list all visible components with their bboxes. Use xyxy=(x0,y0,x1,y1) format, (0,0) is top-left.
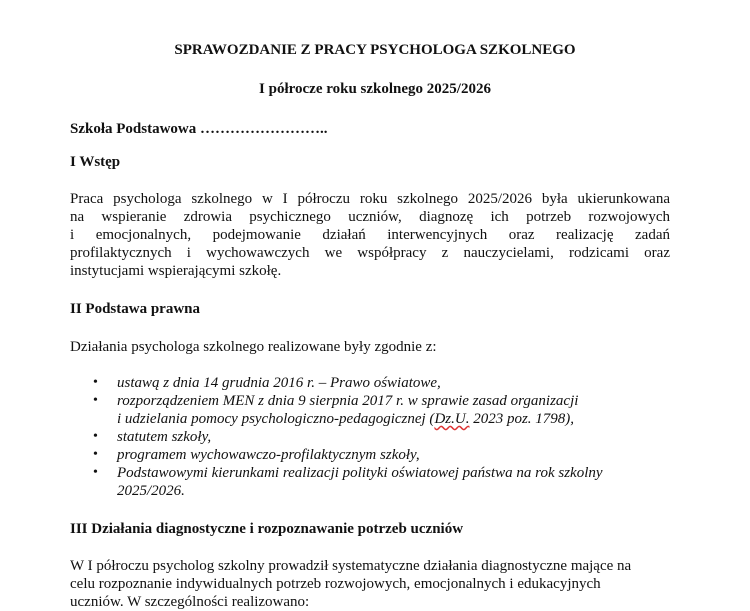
school-line: Szkoła Podstawowa …………………….. xyxy=(70,121,328,137)
section-2-intro: Działania psychologa szkolnego realizowane były zgodnie z: xyxy=(70,339,437,355)
section-1-line: i emocjonalnych, podejmowanie działań interwencyjnych oraz realizację zadań xyxy=(70,227,670,243)
legal-basis-item-continued: i udzielania pomocy psychologiczno-pedagogicznej (Dz.U. 2023 poz. 1798), xyxy=(117,411,575,427)
legal-basis-item: ustawą z dnia 14 grudnia 2016 r. – Prawo oświatowe, xyxy=(117,375,441,391)
legal-basis-item-continued: 2025/2026. xyxy=(117,483,185,499)
section-3-line: uczniów. W szczególności realizowano: xyxy=(70,594,310,610)
bullet-marker: • xyxy=(93,429,98,444)
section-1-line: Praca psychologa szkolnego w I półroczu roku szkolnego 2025/2026 była ukierunkowana xyxy=(70,191,670,207)
legal-basis-item: Podstawowymi kierunkami realizacji polityki oświatowej państwa na rok szkolny xyxy=(117,465,603,481)
section-1-line: na wspieranie zdrowia psychicznego uczniów, diagnozę ich potrzeb rozwojowych xyxy=(70,209,670,225)
section-3-heading: III Działania diagnostyczne i rozpoznawanie potrzeb uczniów xyxy=(70,521,464,537)
legal-basis-item: programem wychowawczo-profilaktycznym szkoły, xyxy=(117,447,420,463)
bullet-marker: • xyxy=(93,447,98,462)
document-subtitle: I półrocze roku szkolnego 2025/2026 xyxy=(259,81,491,97)
section-1-line: profilaktycznych i wychowawczych we współpracy z nauczycielami, rodzicami oraz xyxy=(70,245,670,261)
law-reference: Dz.U. xyxy=(434,411,470,427)
legal-basis-item: statutem szkoły, xyxy=(117,429,212,445)
section-3-line: celu rozpoznanie indywidualnych potrzeb rozwojowych, emocjonalnych i edukacyjnych xyxy=(70,576,601,592)
bullet-marker: • xyxy=(93,375,98,390)
section-1-heading: I Wstęp xyxy=(70,154,121,170)
section-1-line: instytucjami wspierającymi szkołę. xyxy=(70,263,282,279)
bullet-marker: • xyxy=(93,393,98,408)
legal-basis-item: rozporządzeniem MEN z dnia 9 sierpnia 2017 r. w sprawie zasad organizacji xyxy=(117,393,579,409)
document-title: SPRAWOZDANIE Z PRACY PSYCHOLOGA SZKOLNEGO xyxy=(174,42,576,58)
section-3-line: W I półroczu psycholog szkolny prowadził systematyczne działania diagnostyczne mające na xyxy=(70,558,632,574)
section-2-heading: II Podstawa prawna xyxy=(70,301,201,317)
bullet-marker: • xyxy=(93,465,98,480)
